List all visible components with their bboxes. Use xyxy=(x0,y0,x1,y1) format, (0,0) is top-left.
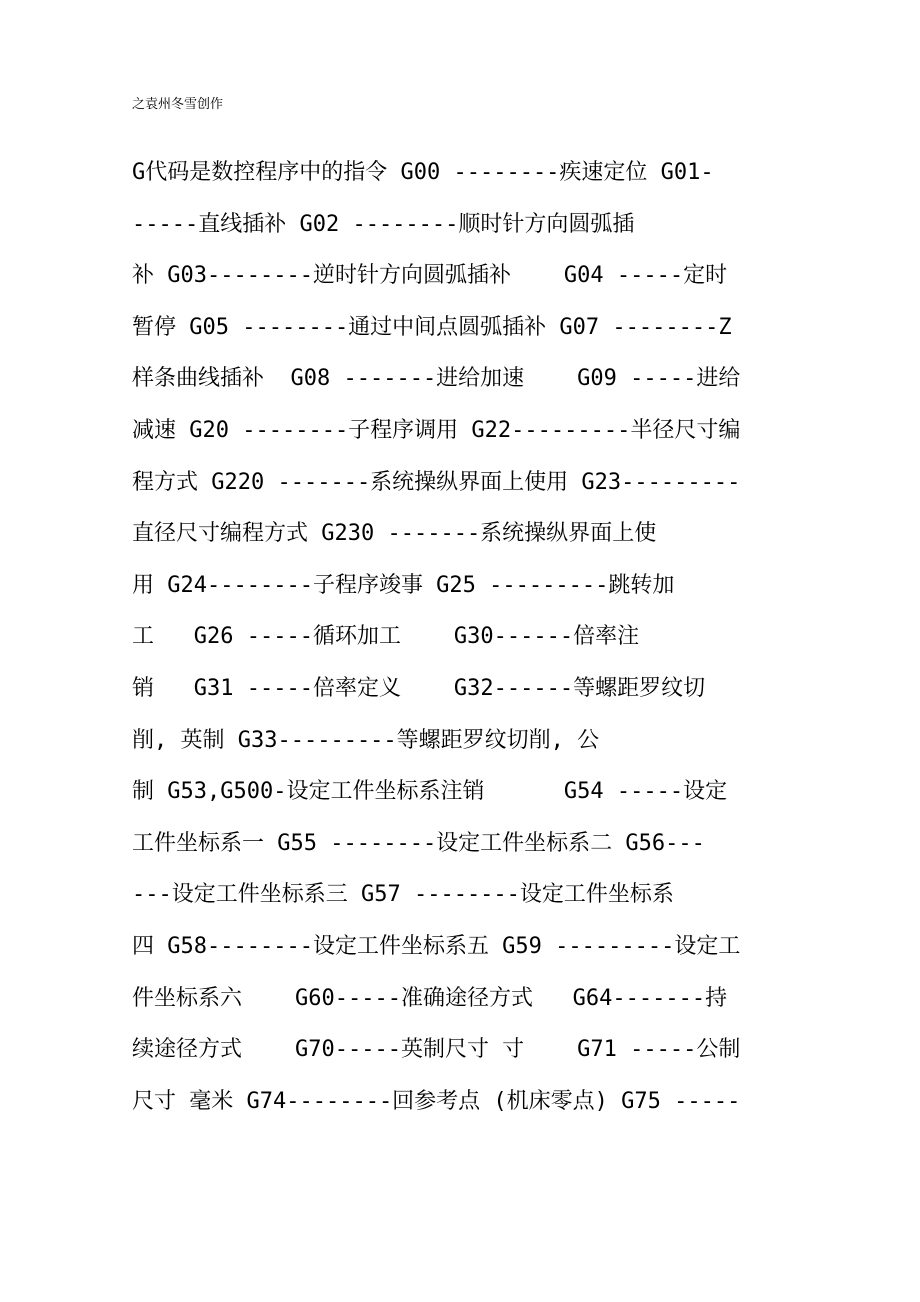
document-header: 之袁州冬雪创作 xyxy=(132,97,224,112)
text-line: 减速 G20 --------子程序调用 G22---------半径尺寸编 xyxy=(132,417,741,443)
text-line: ---设定工件坐标系三 G57 --------设定工件坐标系 xyxy=(132,882,674,908)
text-line: 样条曲线插补 G08 -------进给加速 G09 -----进给 xyxy=(132,366,741,392)
text-line: 直径尺寸编程方式 G230 -------系统操纵界面上使 xyxy=(132,521,657,547)
text-line: 续途径方式 G70-----英制尺寸 寸 G71 -----公制 xyxy=(132,1037,741,1063)
document-body xyxy=(132,156,772,1136)
text-line: 工件坐标系一 G55 --------设定工件坐标系二 G56--- xyxy=(132,830,705,856)
text-line: 四 G58--------设定工件坐标系五 G59 ---------设定工 xyxy=(132,933,741,959)
text-line: 制 G53,G500-设定工件坐标系注销 G54 -----设定 xyxy=(132,779,728,805)
text-line: 暂停 G05 --------通过中间点圆弧插补 G07 --------Z xyxy=(132,314,732,340)
text-line: G代码是数控程序中的指令 G00 --------疾速定位 G01- xyxy=(132,160,714,185)
text-line: 补 G03--------逆时针方向圆弧插补 G04 -----定时 xyxy=(132,263,728,289)
text-line: 尺寸 毫米 G74--------回参考点 (机床零点) G75 ----- xyxy=(132,1088,741,1114)
text-line: 件坐标系六 G60-----准确途径方式 G64-------持 xyxy=(132,985,728,1011)
text-line: 工 G26 -----循环加工 G30------倍率注 xyxy=(132,624,640,650)
text-line: 用 G24--------子程序竣事 G25 ---------跳转加 xyxy=(132,572,675,598)
text-line: -----直线插补 G02 --------顺时针方向圆弧插 xyxy=(132,211,635,237)
text-line: 销 G31 -----倍率定义 G32------等螺距罗纹切 xyxy=(132,675,706,701)
text-line: 程方式 G220 -------系统操纵界面上使用 G23--------- xyxy=(132,469,741,495)
text-line: 削, 英制 G33---------等螺距罗纹切削, 公 xyxy=(132,727,600,753)
